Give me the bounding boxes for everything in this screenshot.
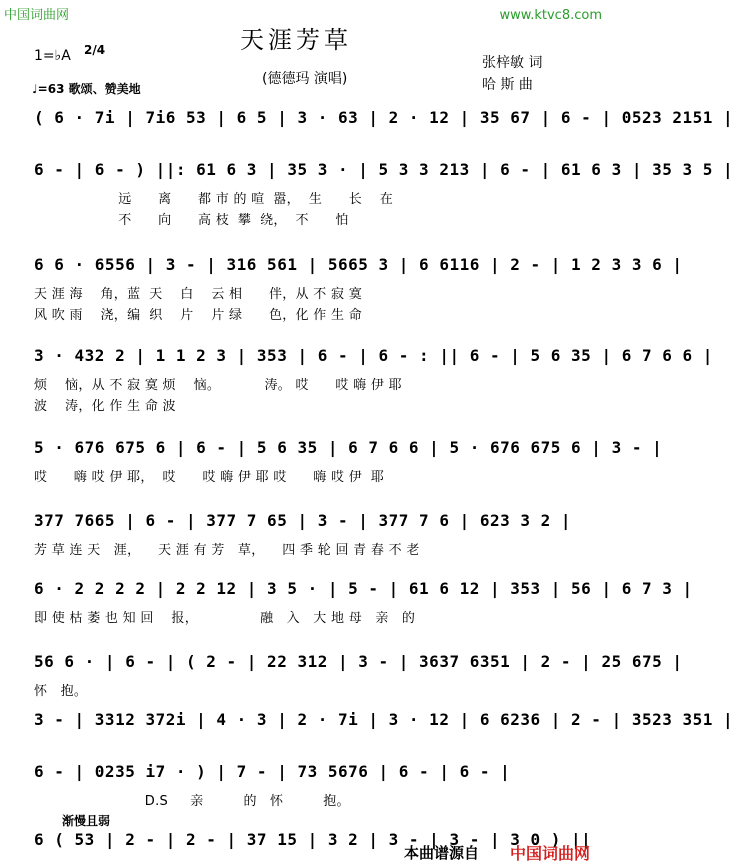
footer-site: 中国词曲网 <box>510 844 591 863</box>
notation-row: 3 - | 3312 372i | 4 · 3 | 2 · 7i | 3 · 12 | 6 6236 | 2 - | 3523 351 | <box>34 710 733 729</box>
lyric-line: 风 吹 雨 浇，编 织 片 片 绿 色，化 作 生 命 <box>34 308 363 323</box>
lyric-line: 波 涛，化 作 生 命 波 <box>34 399 176 414</box>
time-signature: 2/4 <box>84 43 106 57</box>
lyric-line: 天 涯 海 角，蓝 天 白 云 相 伴，从 不 寂 寞 <box>34 287 363 302</box>
watermark-left: 中国词曲网 <box>4 8 70 23</box>
song-title: 天涯芳草 <box>240 26 352 54</box>
notation-row: ( 6 · 7i | 7i6 53 | 6 5 | 3 · 63 | 2 · 12 | 35 67 | 6 - | 0523 2151 | <box>34 108 733 127</box>
key-signature: 1=♭A <box>34 48 71 64</box>
notation-row: 56 6 · | 6 - | ( 2 - | 22 312 | 3 - | 3637 6351 | 2 - | 25 675 | <box>34 652 683 671</box>
notation-row: 6 6 · 6556 | 3 - | 316 561 | 5665 3 | 6 6116 | 2 - | 1 2 3 3 6 | <box>34 255 683 274</box>
composer-credit: 哈 斯 曲 <box>482 77 533 93</box>
notation-row: 6 - | 0235 i7 · ) | 7 - | 73 5676 | 6 - | 6 - | <box>34 762 511 781</box>
lyric-line: 即 使 枯 萎 也 知 回 报， 融 入 大 地 母 亲 的 <box>34 611 416 626</box>
lyric-line: 不 向 高 枝 攀 绕， 不 怕 <box>34 213 349 228</box>
tempo-marking: ♩=63 歌颂、赞美地 <box>32 82 141 96</box>
lyric-line: 烦 恼，从 不 寂 寞 烦 恼。 涛。 哎 哎 嗨 伊 耶 <box>34 378 402 393</box>
footer-label: 本曲谱源自 <box>404 844 480 862</box>
watermark-right: www.ktvc8.com <box>499 8 602 23</box>
dynamic-mark: 渐慢且弱 <box>62 814 111 828</box>
notation-row: 6 · 2 2 2 2 | 2 2 12 | 3 5 · | 5 - | 61 6 12 | 353 | 56 | 6 7 3 | <box>34 579 693 598</box>
notation-row: 6 - | 6 - ) ||: 61 6 3 | 35 3 · | 5 3 3 213 | 6 - | 61 6 3 | 35 3 5 | <box>34 160 733 179</box>
notation-row: 3 · 432 2 | 1 1 2 3 | 353 | 6 - | 6 - : || 6 - | 5 6 35 | 6 7 6 6 | <box>34 346 713 365</box>
notation-row: 6 ( 53 | 2 - | 2 - | 37 15 | 3 2 | 3 - | 3 - | 3 0 ) || <box>34 830 592 849</box>
lyric-line: D.S 亲 的 怀 抱。 <box>34 794 350 809</box>
notation-row: 377 7665 | 6 - | 377 7 65 | 3 - | 377 7 6 | 623 3 2 | <box>34 511 572 530</box>
lyric-line: 远 离 都 市 的 喧 嚣， 生 长 在 <box>34 192 394 207</box>
lyric-line: 怀 抱。 <box>34 684 88 699</box>
singer-credit: (德德玛 演唱) <box>262 71 348 87</box>
notation-row: 5 · 676 675 6 | 6 - | 5 6 35 | 6 7 6 6 | 5 · 676 675 6 | 3 - | <box>34 438 663 457</box>
lyric-line: 芳 草 连 天 涯， 天 涯 有 芳 草， 四 季 轮 回 青 春 不 老 <box>34 543 420 558</box>
lyricist-credit: 张梓敏 词 <box>482 55 543 71</box>
lyric-line: 哎 嗨 哎 伊 耶， 哎 哎 嗨 伊 耶 哎 嗨 哎 伊 耶 <box>34 470 385 485</box>
